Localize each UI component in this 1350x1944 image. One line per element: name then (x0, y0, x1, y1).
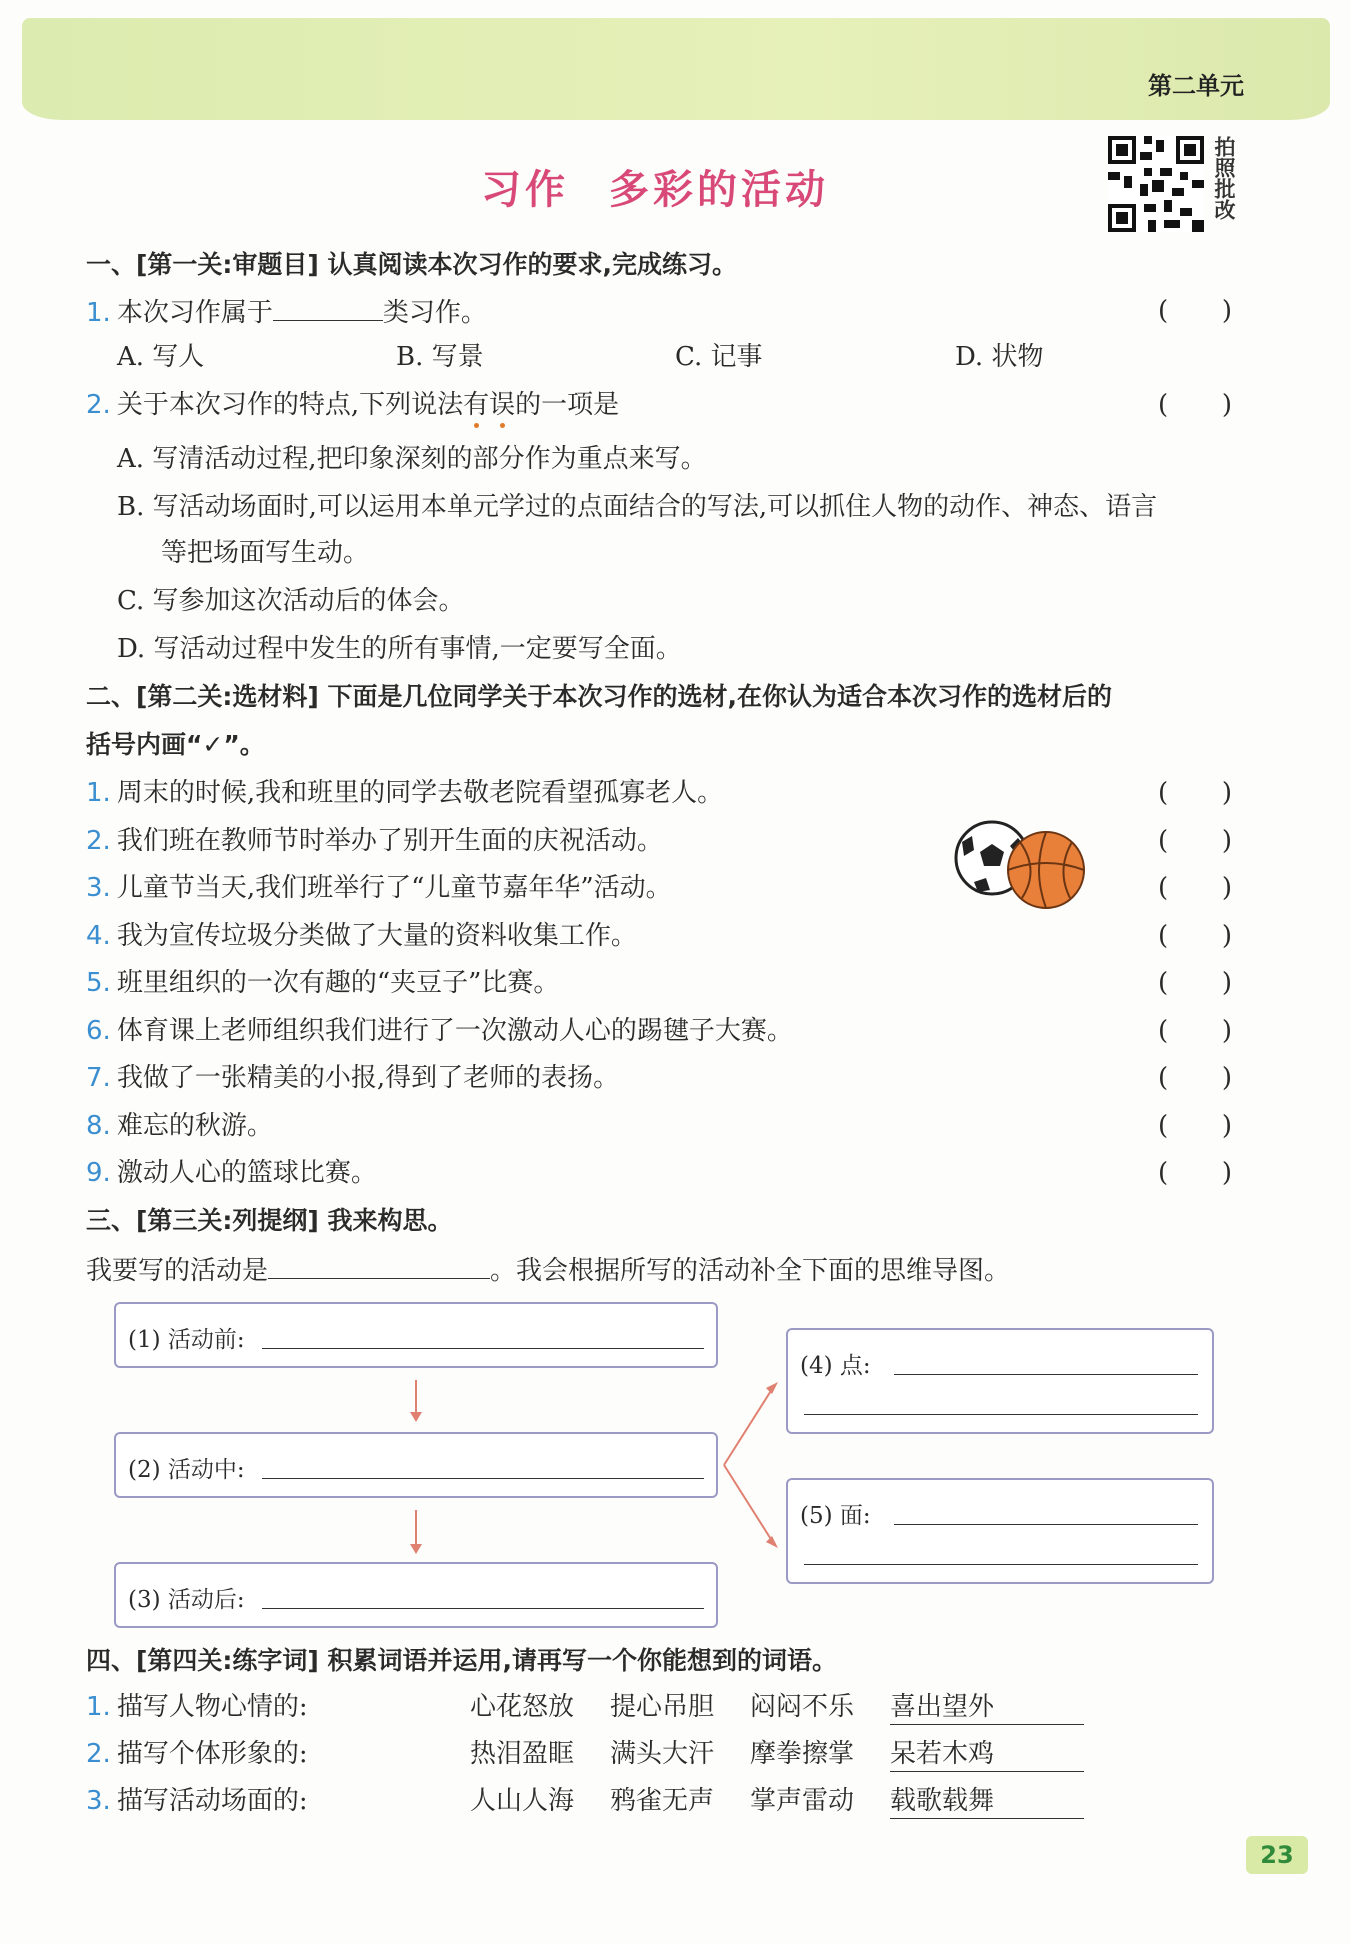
s1-q2-option-b-cont: 等把场面写生动。 (161, 538, 370, 568)
word-row-num: 2. (86, 1739, 111, 1769)
word-answer-blank[interactable] (890, 1784, 1084, 1819)
choice-item-num: 9. (86, 1158, 111, 1188)
qr-code-icon[interactable] (1108, 136, 1204, 232)
mindmap-box-before[interactable] (114, 1302, 718, 1368)
s1-q1-option-c: C. 记事 (675, 342, 763, 372)
choice-item (86, 871, 672, 905)
word-item: 心花怒放 (470, 1692, 575, 1722)
section4-heading: 四、[第四关:练字词] 积累词语并运用,请再写一个你能想到的词语。 (86, 1646, 838, 1675)
choice-answer-parens[interactable]: ( ) (1158, 825, 1232, 856)
s1-q1-option-b: B. 写景 (396, 342, 484, 372)
section3-prompt-after: 。我会根据所写的活动补全下面的思维导图。 (490, 1256, 1011, 1286)
box-point-line1[interactable] (894, 1374, 1198, 1375)
section1-heading: 一、[第一关:审题目] 认真阅读本次习作的要求,完成练习。 (86, 250, 738, 279)
s1-q2-option-b: B. 写活动场面时,可以运用本单元学过的点面结合的写法,可以抓住人物的动作、神态、语言 (117, 492, 1158, 522)
s1-q2-text-b: 的一项是 (515, 390, 620, 420)
word-row (86, 1784, 308, 1818)
branch-arrows-icon (722, 1380, 780, 1550)
box-area-line1[interactable] (894, 1524, 1198, 1525)
choice-item (86, 1014, 793, 1048)
choice-item (86, 1109, 273, 1143)
choice-item-num: 3. (86, 873, 111, 903)
choice-item (86, 966, 559, 1000)
word-answer-blank[interactable] (890, 1737, 1084, 1772)
title-part1: 习作 (481, 167, 569, 213)
s1-q1-answer-parens[interactable]: ( ) (1158, 296, 1232, 326)
choice-item-text: 激动人心的篮球比赛。 (116, 1158, 377, 1188)
choice-item (86, 824, 663, 858)
choice-item-num: 2. (86, 825, 111, 856)
choice-item (86, 919, 637, 953)
box-after-line[interactable] (262, 1608, 704, 1609)
section2-heading-line2: 括号内画“✓”。 (86, 730, 265, 759)
choice-item-text: 我们班在教师节时举办了别开生面的庆祝活动。 (116, 825, 663, 856)
choice-item-text: 我为宣传垃圾分类做了大量的资料收集工作。 (116, 920, 637, 951)
box-point-line2[interactable] (804, 1414, 1198, 1415)
word-item: 掌声雷动 (750, 1786, 855, 1816)
section3-heading: 三、[第三关:列提纲] 我来构思。 (86, 1206, 453, 1235)
title-part2: 多彩的活动 (609, 167, 829, 213)
word-item: 闷闷不乐 (750, 1692, 855, 1722)
choice-answer-parens[interactable]: ( ) (1158, 778, 1232, 808)
box-point-label: (4) 点: (800, 1353, 871, 1379)
s1-q2-emph1: 有 (463, 390, 490, 420)
word-item: 喜出望外 (890, 1692, 995, 1722)
word-item: 载歌载舞 (890, 1786, 995, 1816)
s1-q2 (86, 388, 619, 422)
word-item: 鸦雀无声 (610, 1786, 715, 1816)
box-area-line2[interactable] (804, 1564, 1198, 1565)
choice-answer-parens[interactable]: ( ) (1158, 1110, 1232, 1141)
s1-q2-answer-parens[interactable]: ( ) (1158, 390, 1232, 420)
choice-item-num: 7. (86, 1063, 111, 1093)
s1-q1-blank[interactable] (273, 294, 383, 321)
s1-q2-num: 2. (86, 390, 111, 420)
choice-item-text: 体育课上老师组织我们进行了一次激动人心的踢毽子大赛。 (116, 1015, 793, 1046)
s1-q1 (86, 294, 487, 330)
header-band (22, 18, 1330, 120)
choice-item-num: 5. (86, 968, 111, 998)
box-area-label: (5) 面: (800, 1503, 871, 1529)
activity-blank[interactable] (268, 1252, 490, 1279)
box-after-label: (3) 活动后: (128, 1587, 245, 1613)
word-item: 摩拳擦掌 (750, 1739, 855, 1769)
choice-answer-parens[interactable]: ( ) (1158, 920, 1232, 951)
choice-item-text: 班里组织的一次有趣的“夹豆子”比赛。 (116, 968, 560, 998)
s1-q2-emph2: 误 (489, 390, 516, 420)
word-row (86, 1737, 308, 1771)
choice-item (86, 1061, 619, 1095)
choice-item (86, 776, 723, 810)
section3-prompt (86, 1252, 1010, 1288)
box-before-label: (1) 活动前: (128, 1327, 245, 1353)
choice-answer-parens[interactable]: ( ) (1158, 1158, 1232, 1188)
word-item: 满头大汗 (610, 1739, 715, 1769)
word-item: 人山人海 (470, 1786, 575, 1816)
s1-q2-option-c: C. 写参加这次活动后的体会。 (117, 586, 465, 616)
choice-item-text: 难忘的秋游。 (116, 1110, 273, 1141)
choice-item-num: 8. (86, 1110, 111, 1141)
word-item: 提心吊胆 (610, 1692, 715, 1722)
s1-q2-option-d: D. 写活动过程中发生的所有事情,一定要写全面。 (117, 634, 682, 664)
s1-q1-text-before: 本次习作属于 (116, 298, 273, 328)
arrow-down-icon (415, 1380, 417, 1420)
choice-item-text: 我做了一张精美的小报,得到了老师的表扬。 (116, 1063, 620, 1093)
choice-item (86, 1156, 377, 1190)
choice-item-num: 6. (86, 1015, 111, 1046)
choice-answer-parens[interactable]: ( ) (1158, 1063, 1232, 1093)
word-row-label: 描写人物心情的: (116, 1692, 308, 1722)
s1-q1-option-a: A. 写人 (117, 342, 205, 372)
choice-answer-parens[interactable]: ( ) (1158, 968, 1232, 998)
s1-q1-num: 1. (86, 298, 111, 328)
unit-label: 第二单元 (1148, 72, 1244, 100)
word-row-num: 1. (86, 1692, 111, 1722)
arrow-down-icon (415, 1510, 417, 1552)
page-number: 23 (1246, 1836, 1308, 1874)
word-item: 热泪盈眶 (470, 1739, 575, 1769)
choice-item-text: 儿童节当天,我们班举行了“儿童节嘉年华”活动。 (116, 873, 672, 903)
choice-item-text: 周末的时候,我和班里的同学去敬老院看望孤寡老人。 (116, 778, 724, 808)
mindmap-box-area[interactable] (786, 1478, 1214, 1584)
choice-item-num: 1. (86, 778, 111, 808)
choice-answer-parens[interactable]: ( ) (1158, 1015, 1232, 1046)
section2-heading-line1: 二、[第二关:选材料] 下面是几位同学关于本次习作的选材,在你认为适合本次习作的选材后的 (86, 682, 1113, 711)
word-row-label: 描写活动场面的: (116, 1786, 308, 1816)
mindmap-box-during[interactable] (114, 1432, 718, 1498)
box-during-label: (2) 活动中: (128, 1457, 245, 1483)
box-before-line[interactable] (262, 1348, 704, 1349)
mindmap-box-after[interactable] (114, 1562, 718, 1628)
word-row (86, 1690, 308, 1724)
s1-q1-option-d: D. 状物 (955, 342, 1044, 372)
word-item: 呆若木鸡 (890, 1739, 995, 1769)
s1-q2-text-a: 关于本次习作的特点,下列说法 (116, 390, 464, 420)
choice-answer-parens[interactable]: ( ) (1158, 873, 1232, 903)
box-during-line[interactable] (262, 1478, 704, 1479)
word-row-num: 3. (86, 1786, 111, 1816)
word-row-label: 描写个体形象的: (116, 1739, 308, 1769)
s1-q1-text-after: 类习作。 (382, 298, 487, 328)
word-answer-blank[interactable] (890, 1690, 1084, 1725)
choice-item-num: 4. (86, 920, 111, 951)
section3-prompt-before: 我要写的活动是 (86, 1256, 269, 1286)
qr-label: 拍照批改 (1212, 136, 1236, 220)
balls-illustration-icon (948, 812, 1092, 912)
mindmap-box-point[interactable] (786, 1328, 1214, 1434)
s1-q2-option-a: A. 写清活动过程,把印象深刻的部分作为重点来写。 (117, 444, 707, 474)
